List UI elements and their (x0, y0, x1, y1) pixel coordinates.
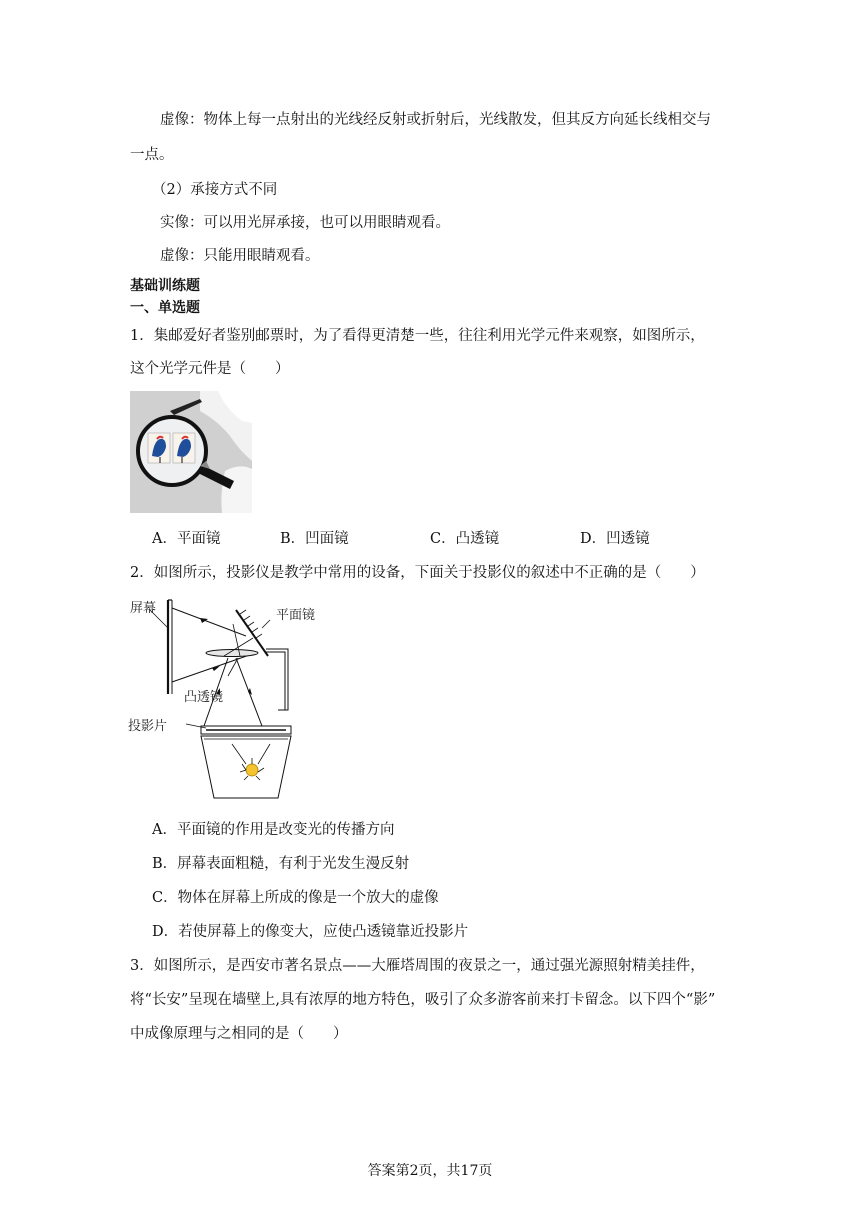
virtual-image-definition-line2: 一点。 (130, 147, 174, 163)
question-3-stem-line2: 将“长安”呈现在墙壁上,具有浓厚的地方特色，吸引了众多游客前来打卡留念。以下四个“影” (130, 992, 716, 1008)
question-1-option-c: C．凸透镜 (430, 531, 500, 547)
question-1-stem-line2: 这个光学元件是（ ） (130, 361, 290, 377)
magnifier-stamp-photo (130, 391, 252, 513)
section-title: 基础训练题 (130, 278, 200, 294)
part-title: 一、单选题 (130, 300, 200, 316)
page-footer: 答案第2页，共17页 (367, 1163, 493, 1179)
question-3-stem-line1: 3．如图所示，是西安市著名景点——大雁塔周围的夜景之一，通过强光源照射精美挂件， (130, 958, 705, 974)
real-image-receive: 实像：可以用光屏承接，也可以用眼睛观看。 (160, 215, 450, 231)
question-1-option-a: A．平面镜 (152, 531, 221, 547)
projector-diagram (128, 594, 328, 804)
question-2-option-c: C．物体在屏幕上所成的像是一个放大的虚像 (152, 890, 439, 906)
question-1-option-b: B．凹面镜 (280, 531, 349, 547)
question-2-stem-line1: 2．如图所示，投影仪是教学中常用的设备，下面关于投影仪的叙述中不正确的是（ ） (130, 565, 705, 581)
label-slide: 投影片 (128, 719, 168, 734)
label-screen: 屏幕 (130, 601, 157, 616)
question-2-option-d: D．若使屏幕上的像变大，应使凸透镜靠近投影片 (152, 924, 469, 940)
question-2-option-b: B．屏幕表面粗糙，有利于光发生漫反射 (152, 856, 410, 872)
question-1-stem-line1: 1．集邮爱好者鉴别邮票时，为了看得更清楚一些，往往利用光学元件来观察，如图所示， (130, 328, 705, 344)
label-convex-lens: 凸透镜 (184, 690, 224, 705)
virtual-image-definition-line1: 虚像：物体上每一点射出的光线经反射或折射后，光线散发，但其反方向延长线相交与 (160, 112, 711, 128)
question-2-option-a: A．平面镜的作用是改变光的传播方向 (152, 822, 395, 838)
virtual-image-receive: 虚像：只能用眼睛观看。 (160, 248, 320, 264)
question-3-stem-line3: 中成像原理与之相同的是（ ） (130, 1026, 348, 1042)
question-1-option-d: D．凹透镜 (580, 531, 650, 547)
label-plane-mirror: 平面镜 (276, 608, 316, 623)
sub-heading-receive-method: （2）承接方式不同 (152, 182, 278, 198)
